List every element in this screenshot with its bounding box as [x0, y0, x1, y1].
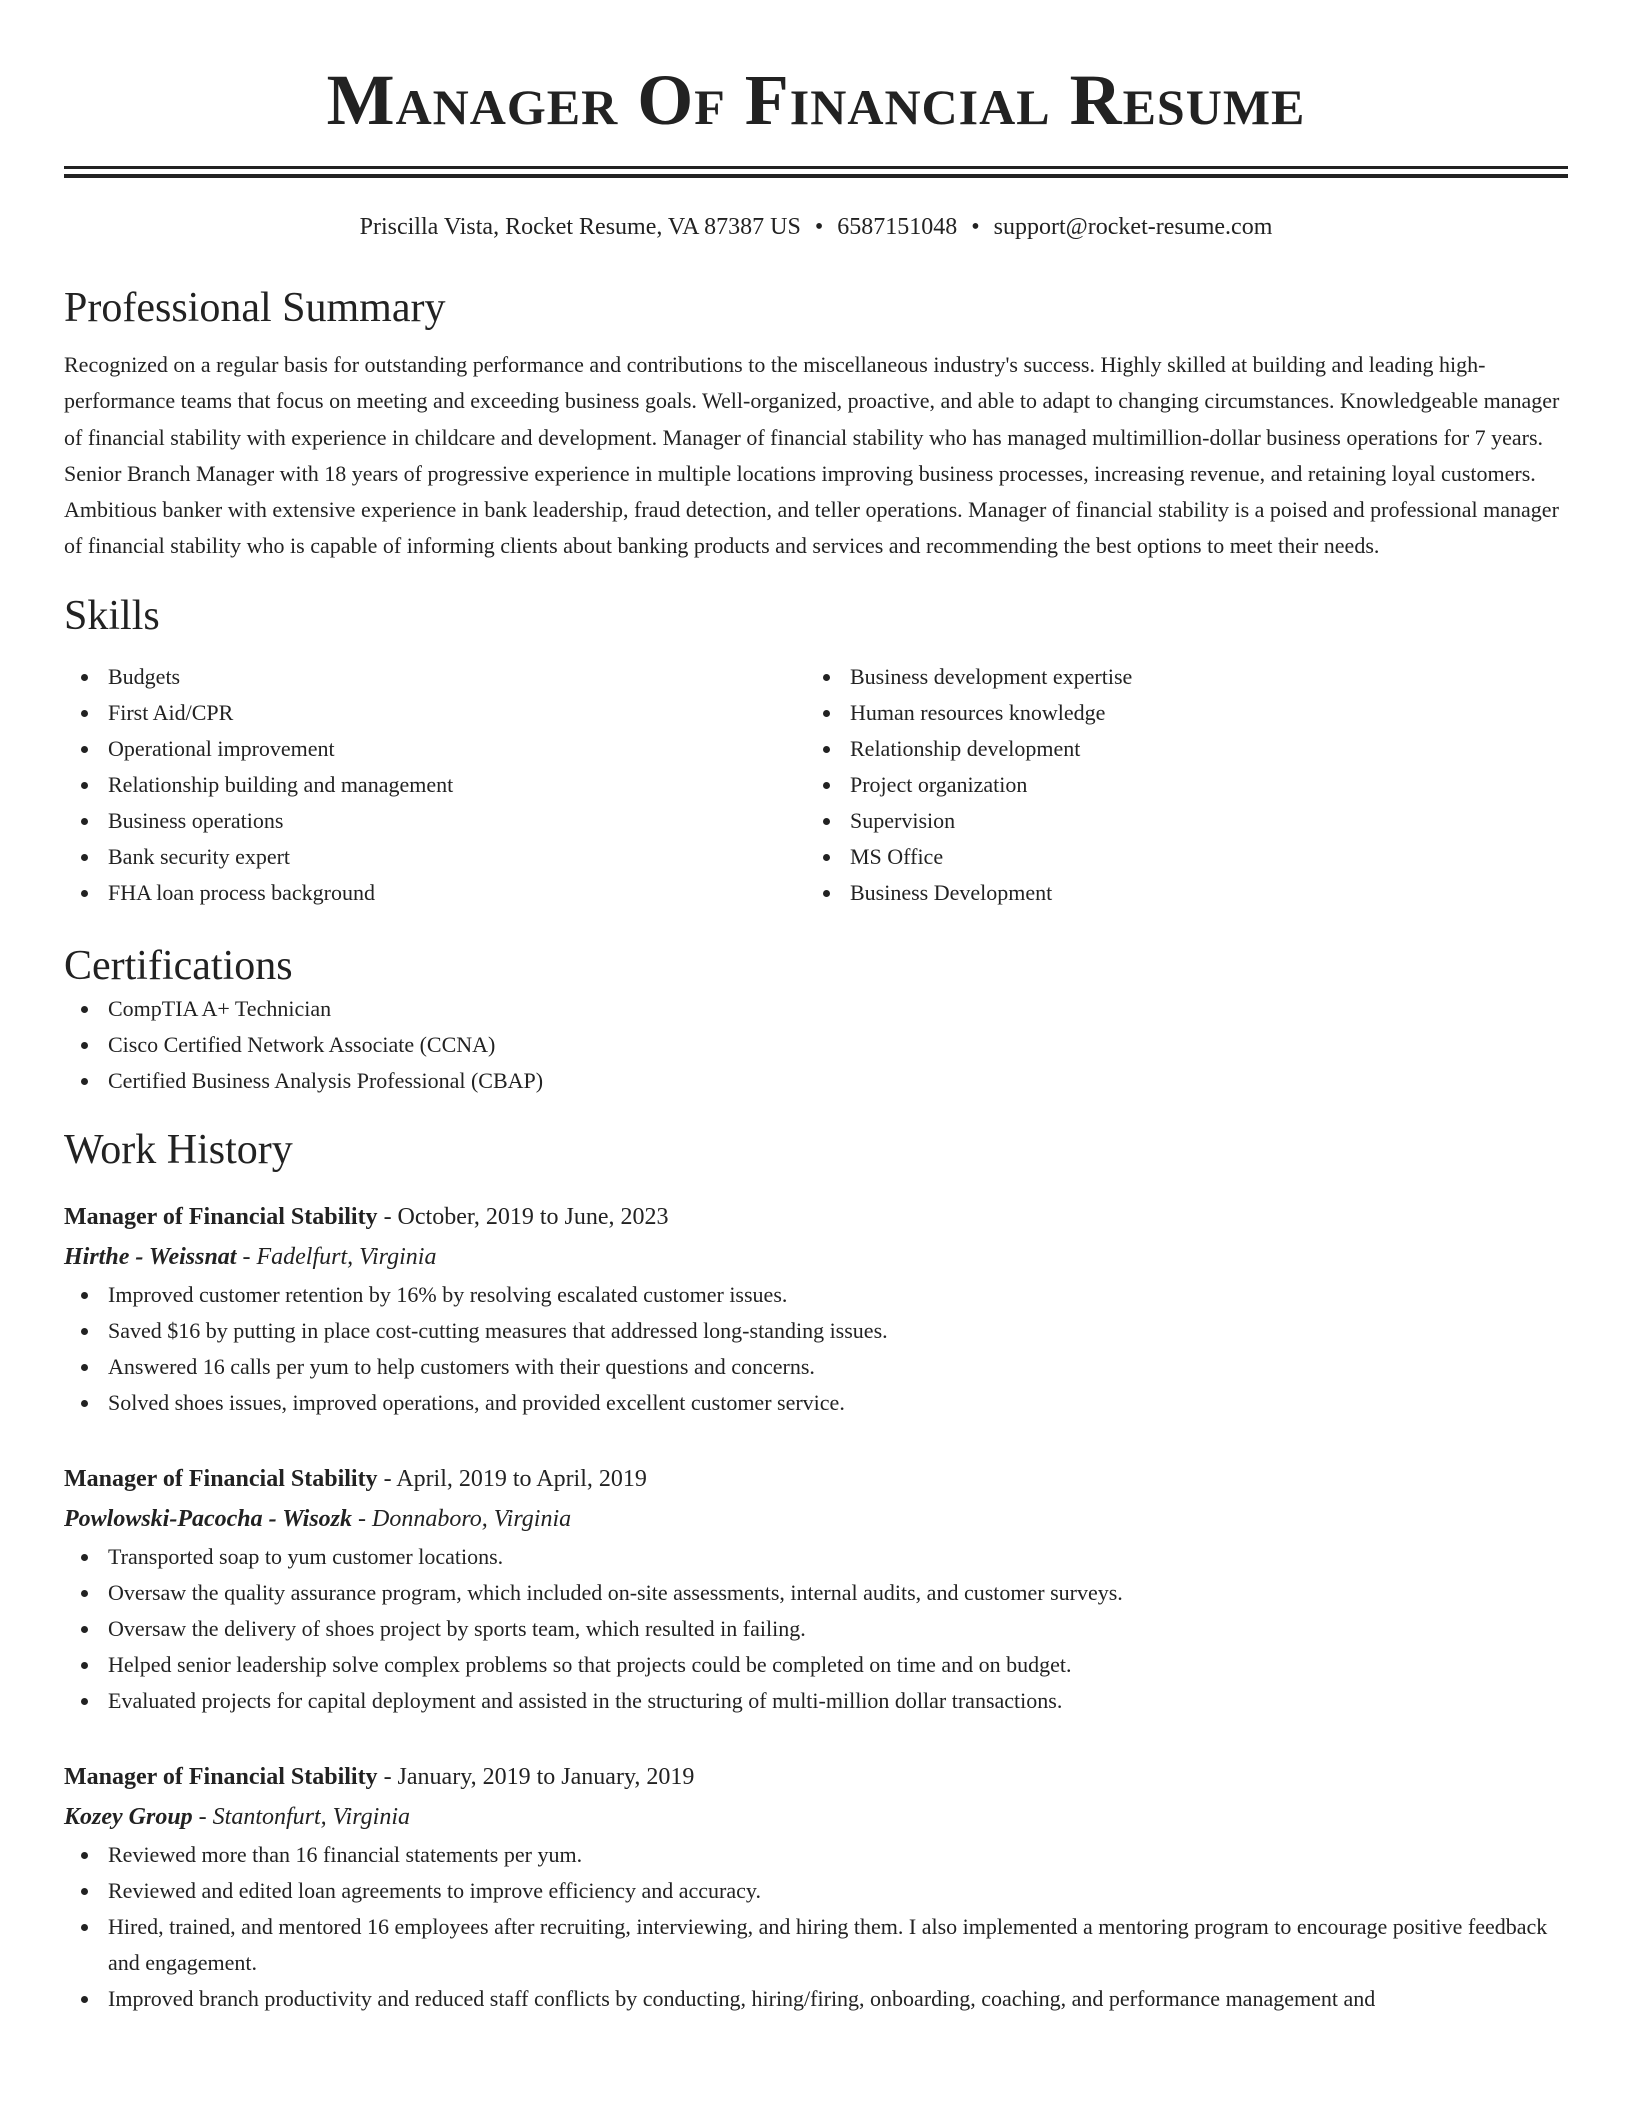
- job-bullet: Improved branch productivity and reduced staff conflicts by conducting, hiring/firing, onboarding, coaching, and performance management and: [64, 1981, 1568, 2017]
- job-dates: - April, 2019 to April, 2019: [377, 1465, 647, 1492]
- job-title-line: [64, 1757, 1568, 1797]
- skills-columns: [64, 659, 1568, 911]
- skill-item: Budgets: [64, 659, 806, 695]
- skill-item: Operational improvement: [64, 731, 806, 767]
- job-bullet-list: [64, 1277, 1568, 1421]
- certification-item: CompTIA A+ Technician: [64, 991, 1568, 1027]
- job-company-line: [64, 1499, 1568, 1539]
- job-bullet-list: [64, 1837, 1568, 2017]
- contact-line: [64, 211, 1568, 243]
- summary-text: Recognized on a regular basis for outstanding performance and contributions to the miscellaneous industry's success. Highly skilled at building and leading high-performance teams that focus on meeting and exceeding business goals. Well-organized, proactive, and able to adapt to changing circumstances. Knowledgeable manager of financial stability with experience in childcare and development. Manager of financial stability who has managed multimillion-dollar business operations for 7 years. Senior Branch Manager with 18 years of progressive experience in multiple locations improving business processes, increasing revenue, and retaining loyal customers. Ambitious banker with extensive experience in bank leadership, fraud detection, and teller operations. Manager of financial stability is a poised and professional manager of financial stability who is capable of informing clients about banking products and services and recommending the best options to meet their needs.: [64, 352, 1560, 559]
- job-dates: - October, 2019 to June, 2023: [377, 1203, 669, 1230]
- job-bullet: Helped senior leadership solve complex problems so that projects could be completed on time and on budget.: [64, 1647, 1568, 1683]
- skill-item: MS Office: [806, 839, 1548, 875]
- job-company-line: [64, 1797, 1568, 1837]
- skill-item: First Aid/CPR: [64, 695, 806, 731]
- job-bullet: Improved customer retention by 16% by resolving escalated customer issues.: [64, 1277, 1568, 1313]
- job-entry: [64, 1197, 1568, 1421]
- skill-item: FHA loan process background: [64, 875, 806, 911]
- job-title-line: [64, 1459, 1568, 1499]
- skill-item: Bank security expert: [64, 839, 806, 875]
- certification-item: Cisco Certified Network Associate (CCNA): [64, 1027, 1568, 1063]
- job-bullet: Hired, trained, and mentored 16 employees after recruiting, interviewing, and hiring them. I also implemented a mentoring program to encourage positive feedback and engagement.: [64, 1909, 1568, 1981]
- skills-heading: Skills: [64, 592, 160, 639]
- job-bullet: Oversaw the quality assurance program, which included on-site assessments, internal audits, and customer surveys.: [64, 1575, 1568, 1611]
- contact-email: support@rocket-resume.com: [993, 214, 1273, 240]
- skill-item: Business operations: [64, 803, 806, 839]
- title-divider-top: [64, 166, 1568, 169]
- resume-page: [64, 0, 1568, 2017]
- job-bullet-list: [64, 1539, 1568, 1719]
- skill-item: Relationship development: [806, 731, 1548, 767]
- title-divider-bottom: [64, 174, 1568, 178]
- job-bullet: Saved $16 by putting in place cost-cutting measures that addressed long-standing issues.: [64, 1313, 1568, 1349]
- job-entry: [64, 1459, 1568, 1719]
- job-role: Manager of Financial Stability: [64, 1203, 378, 1230]
- contact-address: Priscilla Vista, Rocket Resume, VA 87387 US: [359, 214, 801, 240]
- skills-column-right: [806, 659, 1548, 911]
- summary-heading: Professional Summary: [64, 285, 446, 331]
- skill-item: Relationship building and management: [64, 767, 806, 803]
- skill-item: Business Development: [806, 875, 1548, 911]
- skill-item: Business development expertise: [806, 659, 1548, 695]
- job-title-line: [64, 1197, 1568, 1237]
- job-bullet: Oversaw the delivery of shoes project by sports team, which resulted in failing.: [64, 1611, 1568, 1647]
- certifications-list: [64, 991, 1568, 1099]
- skill-item: Supervision: [806, 803, 1548, 839]
- skills-list-left: [64, 659, 806, 911]
- job-role: Manager of Financial Stability: [64, 1763, 378, 1790]
- job-company: Hirthe - Weissnat: [64, 1243, 237, 1270]
- skills-column-left: [64, 659, 806, 911]
- job-company: Kozey Group: [64, 1803, 193, 1830]
- job-bullet: Transported soap to yum customer locations.: [64, 1539, 1568, 1575]
- job-bullet: Reviewed more than 16 financial statements per yum.: [64, 1837, 1568, 1873]
- contact-separator: •: [971, 214, 980, 240]
- resume-title: Manager Of Financial Resume: [326, 60, 1306, 140]
- job-entry: [64, 1757, 1568, 2017]
- job-location: - Donnaboro, Virginia: [352, 1505, 572, 1532]
- contact-phone: 6587151048: [837, 214, 958, 240]
- contact-separator: •: [814, 214, 824, 240]
- skill-item: Project organization: [806, 767, 1548, 803]
- job-bullet: Reviewed and edited loan agreements to improve efficiency and accuracy.: [64, 1873, 1568, 1909]
- job-role: Manager of Financial Stability: [64, 1465, 378, 1492]
- job-bullet: Answered 16 calls per yum to help customers with their questions and concerns.: [64, 1349, 1568, 1385]
- job-company: Powlowski-Pacocha - Wisozk: [64, 1505, 353, 1532]
- skills-list-right: [806, 659, 1548, 911]
- job-dates: - January, 2019 to January, 2019: [377, 1763, 695, 1790]
- job-bullet: Solved shoes issues, improved operations, and provided excellent customer service.: [64, 1385, 1568, 1421]
- job-location: - Fadelfurt, Virginia: [236, 1243, 437, 1270]
- job-company-line: [64, 1237, 1568, 1277]
- job-location: - Stantonfurt, Virginia: [192, 1803, 411, 1830]
- skill-item: Human resources knowledge: [806, 695, 1548, 731]
- job-bullet: Evaluated projects for capital deployment and assisted in the structuring of multi-million dollar transactions.: [64, 1683, 1568, 1719]
- certifications-heading: Certifications: [64, 942, 293, 989]
- work-history-heading: Work History: [64, 1126, 293, 1173]
- certification-item: Certified Business Analysis Professional (CBAP): [64, 1063, 1568, 1099]
